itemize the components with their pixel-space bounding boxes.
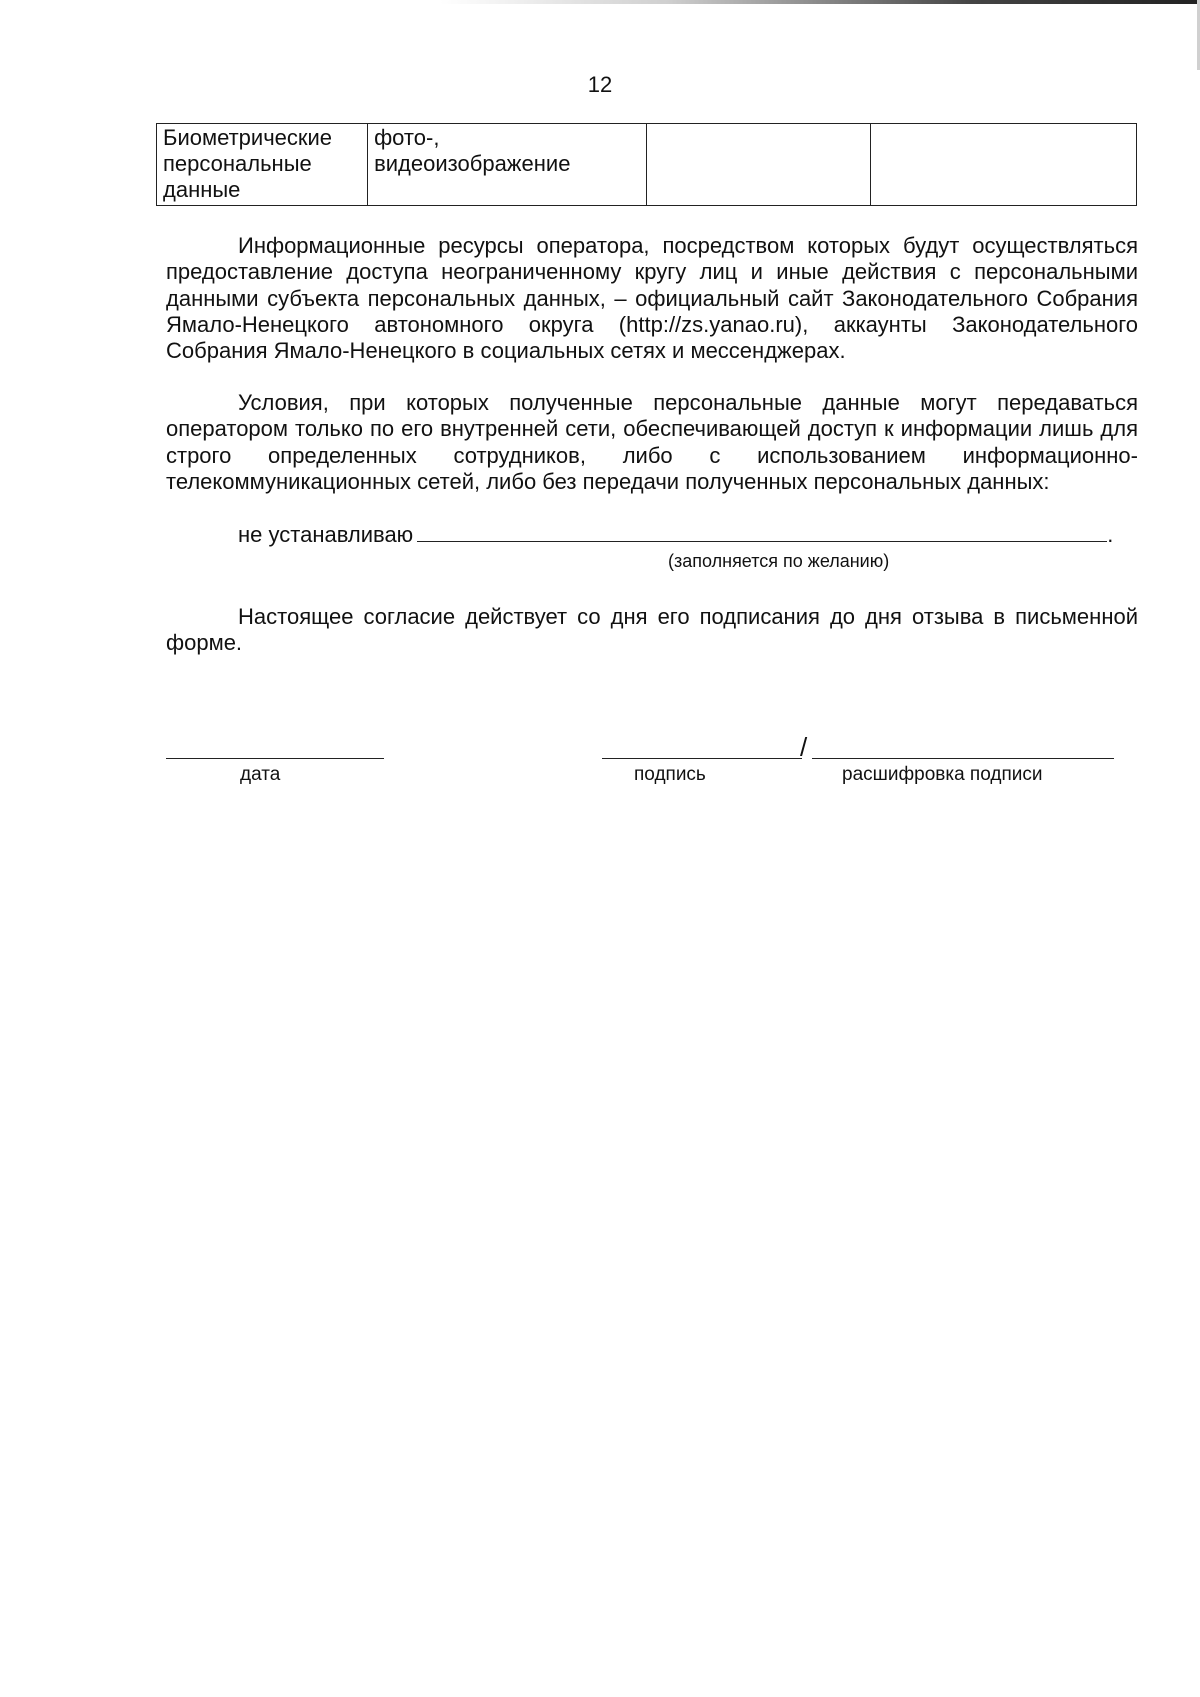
table-cell-empty — [870, 124, 1136, 206]
personal-data-table — [156, 123, 1137, 206]
date-label: дата — [240, 764, 281, 785]
signature-label: подпись — [634, 764, 706, 785]
date-blank[interactable] — [166, 758, 384, 759]
page-number: 12 — [587, 72, 613, 97]
fill-field-blank[interactable] — [417, 521, 1107, 542]
signature-blank[interactable] — [602, 758, 802, 759]
paragraph-validity: Настоящее согласие действует со дня его подписания до дня отзыва в письменной форме. — [166, 604, 1138, 656]
signature-name-label: расшифровка подписи — [842, 764, 1043, 785]
signature-separator: / — [800, 732, 808, 762]
scan-edge-top — [440, 0, 1200, 4]
table-row — [157, 124, 1137, 206]
fill-field-label: не устанавливаю — [238, 522, 414, 547]
paragraph-information-resources: Информационные ресурсы оператора, посредством которых будут осуществляться предоставление доступа неограниченному кругу лиц и иные действия с персональными данными субъекта персональных данных, – официальный сайт Законодательного Собрания Ямало-Ненецкого автономного округа (http://zs.yanao.ru), аккаунты Законодательного Собрания Ямало-Ненецкого в социальных сетях и мессенджерах. — [166, 233, 1138, 364]
conditions-fill-line — [238, 521, 1138, 548]
table-cell-empty — [646, 124, 870, 206]
table-cell-category: Биометрические персональные данные — [157, 124, 368, 206]
paragraph-transfer-conditions: Условия, при которых полученные персональные данные могут передаваться оператором только по его внутренней сети, обеспечивающей доступ к информации лишь для строго определенных сотрудников, либо с использованием информационно-телекоммуникационных сетей, либо без передачи полученных персональных данных: — [166, 390, 1138, 494]
signature-name-blank[interactable] — [812, 758, 1114, 759]
table-cell-items: фото-, видеоизображение — [368, 124, 646, 206]
fill-field-hint: (заполняется по желанию) — [668, 551, 890, 571]
fill-field-terminator: . — [1107, 522, 1114, 547]
